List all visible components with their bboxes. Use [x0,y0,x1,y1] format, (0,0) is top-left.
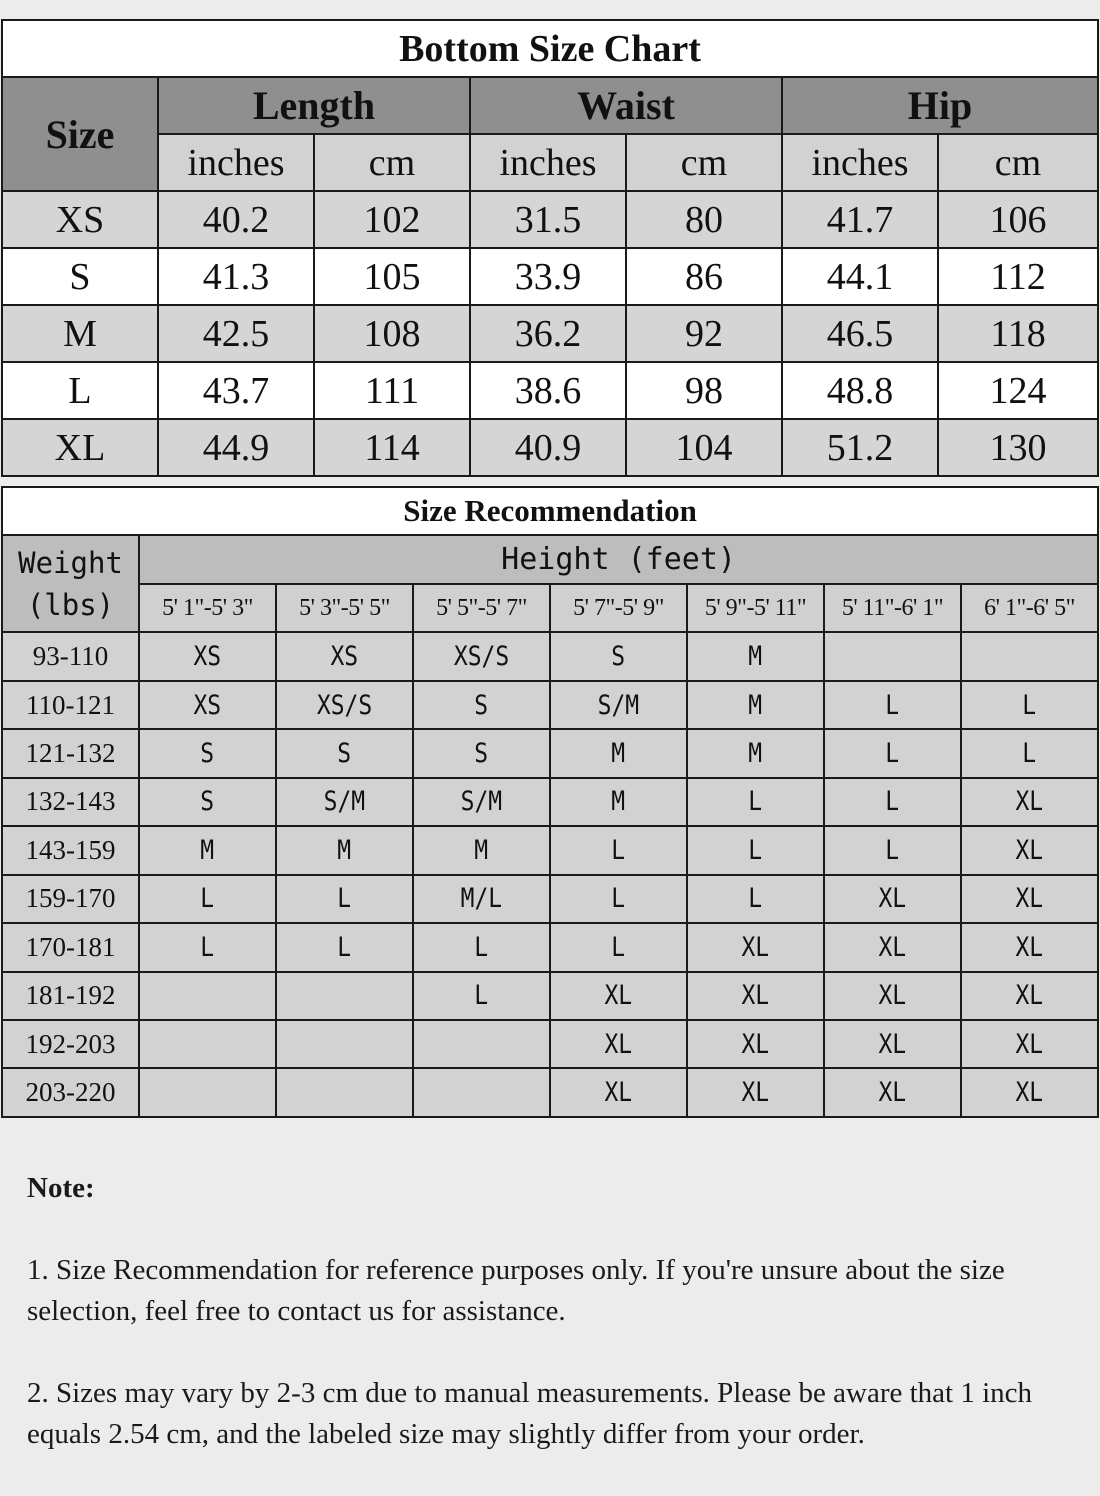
recommended-size-cell [413,1068,550,1117]
recommended-size-cell [961,923,1098,971]
recommended-size: M [474,834,489,866]
recommended-size: M [611,738,626,769]
measurement-cell: 42.5 [158,305,314,362]
recommended-size: M [337,834,352,866]
recommended-size-cell [139,1068,276,1117]
unit-header: cm [314,134,470,191]
recommended-size: M [200,834,215,866]
size-row [2,305,1098,362]
recommended-size: M [748,738,763,769]
notes-title: Note: [27,1172,95,1204]
recommended-size: XL [1015,1077,1044,1109]
measurement-cell: 33.9 [470,248,626,305]
weight-range-cell: 93-110 [2,632,139,680]
recommendation-row [2,729,1098,777]
measurement-cell: 80 [626,191,782,248]
recommended-size-cell [139,875,276,923]
recommended-size: S [337,738,352,769]
recommended-size: L [611,834,626,866]
recommended-size-cell [276,972,413,1020]
recommended-size-cell [824,632,961,680]
recommended-size-cell [413,778,550,826]
recommended-size-cell [550,1020,687,1068]
size-chart-title: Bottom Size Chart [2,20,1098,77]
measurement-cell: 118 [938,305,1098,362]
recommended-size-cell [824,729,961,777]
measurement-cell: 111 [314,362,470,419]
recommended-size-cell [139,681,276,729]
measurement-cell: 38.6 [470,362,626,419]
recommended-size: M [748,641,763,673]
measurement-cell: 41.7 [782,191,938,248]
recommended-size: M [611,786,626,818]
recommended-size-cell [413,1020,550,1068]
height-range-header: 5' 9"-5' 11" [687,584,824,632]
unit-header: inches [782,134,938,191]
recommended-size-cell [961,826,1098,874]
measurement-cell: 48.8 [782,362,938,419]
measurement-cell: 31.5 [470,191,626,248]
recommended-size: L [885,834,900,866]
recommended-size: S [611,641,626,673]
recommended-size-cell [961,1020,1098,1068]
recommended-size: XL [1015,1028,1044,1060]
unit-header: cm [938,134,1098,191]
recommended-size: S/M [323,786,366,818]
recommended-size-cell [413,681,550,729]
recommended-size: L [1022,689,1037,721]
recommended-size: XS/S [316,689,373,721]
notes-section [27,1168,1077,1496]
measurement-cell: 44.9 [158,419,314,476]
recommended-size-cell [961,681,1098,729]
recommended-size-cell [550,875,687,923]
measurement-cell: 40.2 [158,191,314,248]
measurement-cell: 43.7 [158,362,314,419]
recommended-size-cell [550,1068,687,1117]
recommended-size-cell [824,923,961,971]
recommended-size-cell [139,632,276,680]
recommended-size-cell [687,632,824,680]
measurement-cell: 51.2 [782,419,938,476]
recommended-size-cell [139,778,276,826]
recommended-size-cell [687,972,824,1020]
note-item: 2. Sizes may vary by 2-3 cm due to manual measurements. Please be aware that 1 inch equals 2.54 cm, and the labeled size may slightly differ from your order. [27,1377,1033,1450]
size-label-cell: S [2,248,158,305]
recommendation-row [2,778,1098,826]
recommended-size-cell [139,1020,276,1068]
recommended-size: XL [1015,834,1044,866]
recommended-size: XS/S [453,641,510,673]
note-item: 1. Size Recommendation for reference purposes only. If you're unsure about the size selection, feel free to contact us for assistance. [27,1254,1005,1327]
recommended-size-cell [413,632,550,680]
height-range-header: 5' 11"-6' 1" [824,584,961,632]
recommended-size: XL [878,980,907,1012]
recommended-size-cell [276,875,413,923]
recommended-size-cell [824,826,961,874]
recommended-size: XL [741,931,770,963]
size-column-header: Size [2,77,158,191]
unit-header: inches [470,134,626,191]
weight-range-cell: 181-192 [2,972,139,1020]
recommended-size-cell [824,972,961,1020]
recommended-size-cell [550,681,687,729]
recommendation-row [2,681,1098,729]
recommended-size-cell [687,1068,824,1117]
recommended-size: L [337,931,352,963]
recommended-size: L [748,883,763,915]
weight-range-cell: 192-203 [2,1020,139,1068]
size-chart-body [2,191,1098,476]
recommended-size-cell [824,1068,961,1117]
recommended-size: XL [878,931,907,963]
recommended-size: L [885,738,900,769]
recommended-size: S [200,786,215,818]
recommendation-row [2,875,1098,923]
measurement-cell: 106 [938,191,1098,248]
measurement-cell: 104 [626,419,782,476]
recommended-size: L [200,883,215,915]
recommended-size: L [474,931,489,963]
size-label-cell: XL [2,419,158,476]
height-range-header: 5' 7"-5' 9" [550,584,687,632]
size-row [2,248,1098,305]
recommended-size: L [885,689,900,721]
recommended-size-cell [276,826,413,874]
recommended-size: XL [1015,931,1044,963]
recommended-size-cell [276,681,413,729]
recommended-size-cell [550,632,687,680]
waist-group-header: Waist [470,77,782,134]
recommended-size-cell [413,972,550,1020]
recommended-size-cell [824,778,961,826]
recommended-size: L [748,786,763,818]
measurement-cell: 98 [626,362,782,419]
recommended-size: XL [1015,883,1044,915]
recommended-size: XL [604,980,633,1012]
height-range-row [2,584,1098,632]
height-range-header: 5' 1"-5' 3" [139,584,276,632]
recommended-size-cell [687,1020,824,1068]
recommended-size-cell [413,826,550,874]
measurement-cell: 92 [626,305,782,362]
size-row [2,362,1098,419]
recommended-size-cell [961,778,1098,826]
recommendation-title: Size Recommendation [2,487,1098,535]
recommended-size: L [885,786,900,818]
recommended-size-cell [687,923,824,971]
recommendation-body [2,632,1098,1117]
recommended-size: L [1022,738,1037,769]
recommended-size-cell [550,778,687,826]
recommended-size-cell [824,1020,961,1068]
unit-header: inches [158,134,314,191]
recommended-size: M [748,689,763,721]
bottom-size-chart [1,19,1099,477]
height-range-header: 6' 1"-6' 5" [961,584,1098,632]
recommended-size-cell [276,729,413,777]
measurement-cell: 40.9 [470,419,626,476]
weight-unit-label: (lbs) [26,587,115,622]
recommended-size-cell [276,632,413,680]
recommended-size-cell [961,632,1098,680]
recommended-size-cell [550,826,687,874]
recommended-size: XL [878,1028,907,1060]
recommended-size: XL [604,1028,633,1060]
recommended-size: XL [878,1077,907,1109]
recommended-size: L [611,883,626,915]
recommended-size-cell [824,875,961,923]
size-recommendation-table [1,486,1099,1118]
recommended-size-cell [550,972,687,1020]
recommended-size: XL [1015,980,1044,1012]
recommended-size-cell [276,778,413,826]
recommended-size-cell [687,681,824,729]
weight-range-cell: 159-170 [2,875,139,923]
recommended-size: S/M [460,786,503,818]
recommendation-row [2,972,1098,1020]
measurement-cell: 105 [314,248,470,305]
recommended-size-cell [550,729,687,777]
recommended-size: L [337,883,352,915]
recommended-size: XL [741,1077,770,1109]
measurement-cell: 130 [938,419,1098,476]
recommended-size: XS [193,641,222,673]
weight-range-cell: 203-220 [2,1068,139,1117]
recommended-size-cell [413,729,550,777]
recommended-size-cell [961,875,1098,923]
measurement-cell: 36.2 [470,305,626,362]
recommended-size: XS [193,689,222,721]
recommended-size: L [200,931,215,963]
recommended-size-cell [961,972,1098,1020]
measurement-cell: 44.1 [782,248,938,305]
recommended-size: S [474,689,489,721]
recommended-size-cell [687,729,824,777]
recommended-size: S [474,738,489,769]
weight-range-cell: 110-121 [2,681,139,729]
unit-header: cm [626,134,782,191]
recommended-size-cell [687,875,824,923]
recommended-size: XL [878,883,907,915]
measurement-cell: 41.3 [158,248,314,305]
size-row [2,191,1098,248]
recommended-size-cell [276,1020,413,1068]
recommended-size: XL [604,1077,633,1109]
measurement-cell: 112 [938,248,1098,305]
weight-column-header [2,535,139,632]
recommendation-row [2,632,1098,680]
recommended-size-cell [139,923,276,971]
measurement-cell: 102 [314,191,470,248]
recommended-size: L [611,931,626,963]
size-label-cell: XS [2,191,158,248]
recommended-size-cell [961,729,1098,777]
recommended-size-cell [413,875,550,923]
height-group-header: Height (feet) [139,535,1098,583]
measurement-cell: 108 [314,305,470,362]
recommendation-row [2,826,1098,874]
recommendation-row [2,923,1098,971]
size-label-cell: M [2,305,158,362]
recommended-size-cell [276,1068,413,1117]
weight-range-cell: 132-143 [2,778,139,826]
measurement-cell: 46.5 [782,305,938,362]
recommended-size: L [474,980,489,1012]
recommended-size-cell [139,972,276,1020]
recommended-size-cell [824,681,961,729]
height-range-header: 5' 3"-5' 5" [276,584,413,632]
recommendation-row [2,1068,1098,1117]
recommended-size: S [200,738,215,769]
recommended-size-cell [550,923,687,971]
recommendation-row [2,1020,1098,1068]
hip-group-header: Hip [782,77,1098,134]
recommended-size-cell [139,826,276,874]
recommended-size: L [748,834,763,866]
measurement-cell: 86 [626,248,782,305]
recommended-size: S/M [597,689,640,721]
recommended-size-cell [276,923,413,971]
weight-range-cell: 143-159 [2,826,139,874]
recommended-size: M/L [460,883,503,915]
size-label-cell: L [2,362,158,419]
weight-label: Weight [18,545,123,580]
measurement-cell: 114 [314,419,470,476]
recommended-size-cell [687,778,824,826]
recommended-size-cell [413,923,550,971]
recommended-size-cell [961,1068,1098,1117]
recommended-size-cell [687,826,824,874]
measurement-cell: 124 [938,362,1098,419]
weight-range-cell: 121-132 [2,729,139,777]
recommended-size: XL [741,980,770,1012]
recommended-size: XL [1015,786,1044,818]
weight-range-cell: 170-181 [2,923,139,971]
recommended-size: XS [330,641,359,673]
recommended-size: XL [741,1028,770,1060]
length-group-header: Length [158,77,470,134]
size-row [2,419,1098,476]
recommended-size-cell [139,729,276,777]
height-range-header: 5' 5"-5' 7" [413,584,550,632]
